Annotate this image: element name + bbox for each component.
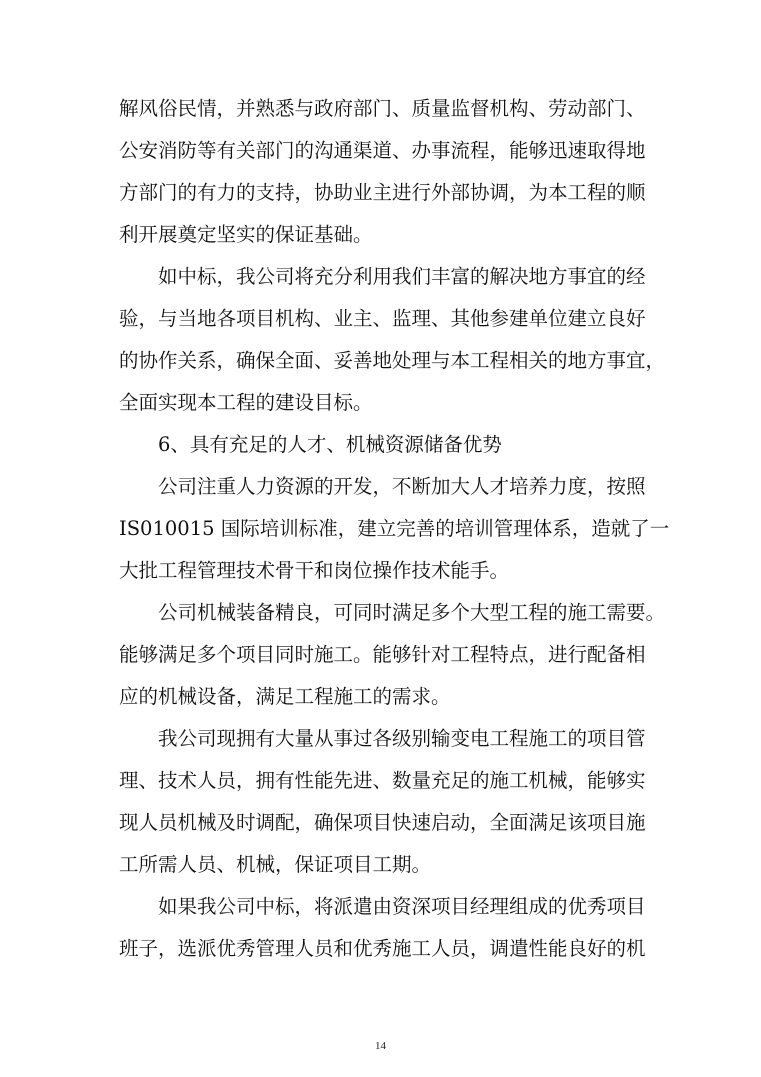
text-line: 如果我公司中标，将派遣由资深项目经理组成的优秀项目 xyxy=(158,895,646,918)
text-line: 如中标，我公司将充分利用我们丰富的解决地方事宜的经 xyxy=(158,265,646,288)
text-line: 方部门的有力的支持，协助业主进行外部协调，为本工程的顺 xyxy=(119,181,646,204)
text-line: 理、技术人员，拥有性能先进、数量充足的施工机械，能够实 xyxy=(119,769,646,792)
text-line: 6、具有充足的人才、机械资源储备优势 xyxy=(158,433,502,456)
text-line: 公司注重人力资源的开发，不断加大人才培养力度，按照 xyxy=(158,475,646,498)
text-line: 我公司现拥有大量从事过各级别输变电工程施工的项目管 xyxy=(158,727,646,750)
text-line: 全面实现本工程的建设目标。 xyxy=(119,391,373,414)
text-line: 解风俗民情，并熟悉与政府部门、质量监督机构、劳动部门、 xyxy=(119,97,646,120)
text-line: 现人员机械及时调配，确保项目快速启动，全面满足该项目施 xyxy=(119,811,646,834)
text-line: 公司机械装备精良，可同时满足多个大型工程的施工需要。 xyxy=(158,601,666,624)
text-line: 利开展奠定坚实的保证基础。 xyxy=(119,223,373,246)
text-line: 的协作关系，确保全面、妥善地处理与本工程相关的地方事宜， xyxy=(119,349,666,372)
text-line: 验，与当地各项目机构、业主、监理、其他参建单位建立良好 xyxy=(119,307,646,330)
text-line: 班子，选派优秀管理人员和优秀施工人员，调遣性能良好的机 xyxy=(119,937,646,960)
text-line: 工所需人员、机械，保证项目工期。 xyxy=(119,853,432,876)
text-line: 能够满足多个项目同时施工。能够针对工程特点，进行配备相 xyxy=(119,643,646,666)
text-line: 大批工程管理技术骨干和岗位操作技术能手。 xyxy=(119,559,510,582)
body-text xyxy=(119,88,670,970)
text-line: 应的机械设备，满足工程施工的需求。 xyxy=(119,685,451,708)
page-number: 14 xyxy=(375,1040,386,1052)
text-line: 公安消防等有关部门的沟通渠道、办事流程，能够迅速取得地 xyxy=(119,139,646,162)
text-line: IS010015 国际培训标准，建立完善的培训管理体系，造就了一 xyxy=(119,517,670,540)
